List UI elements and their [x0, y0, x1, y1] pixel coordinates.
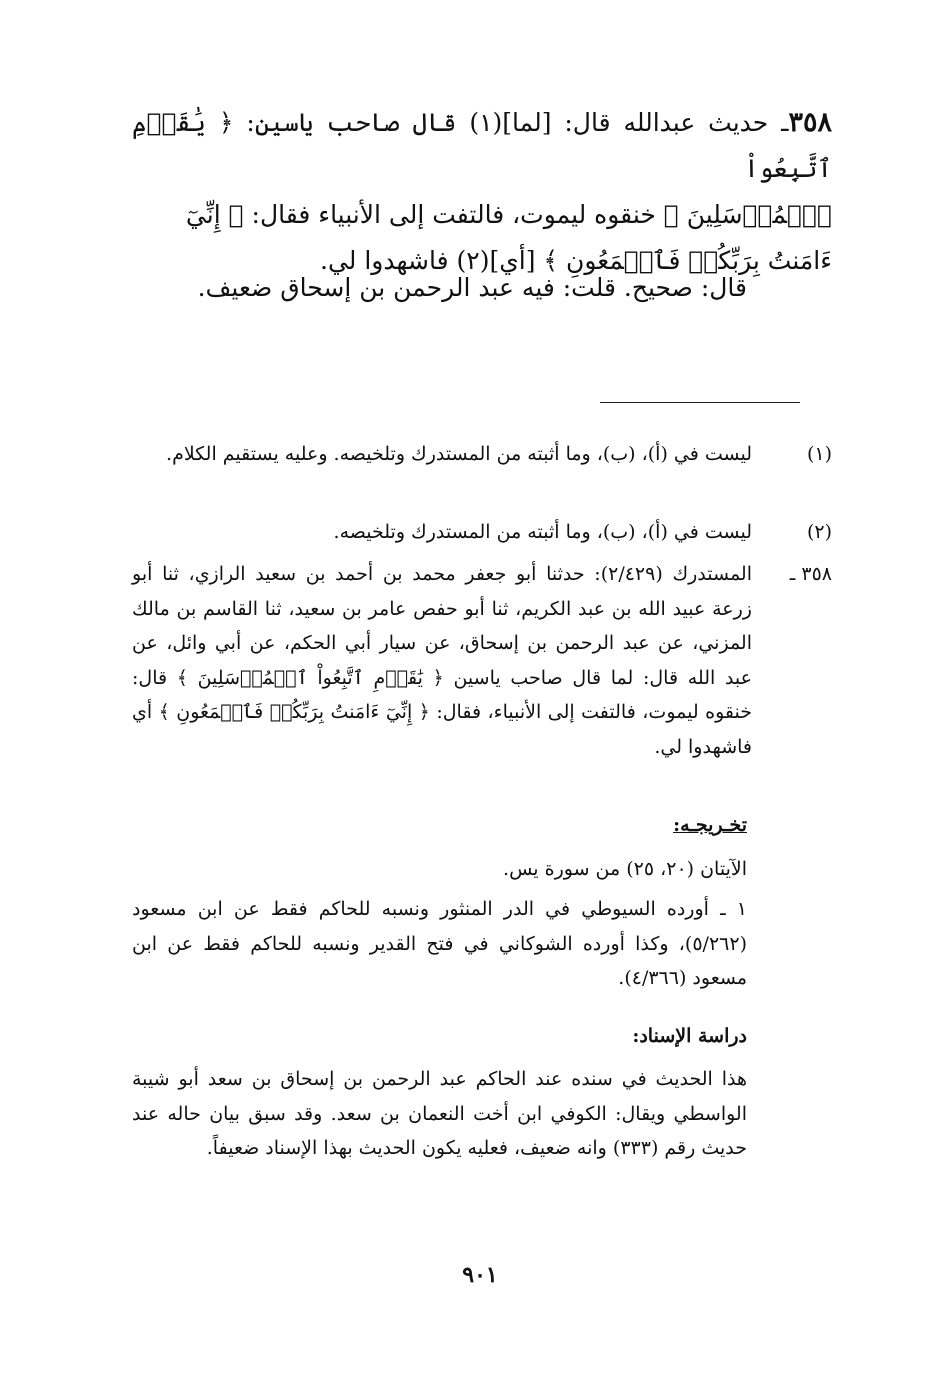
takhrij-verses: الآيتان (٢٠، ٢٥) من سورة يس. [503, 858, 747, 880]
footnote-1-text: ليست في (أ)، (ب)، وما أثبته من المستدرك وتلخيصه. وعليه يستقيم الكلام. [166, 443, 752, 465]
footnote-divider [600, 402, 800, 403]
page-number: ٩٠١ [462, 1262, 498, 1288]
takhrij-source: ١ ـ أورده السيوطي في الدر المنثور ونسبه للحاكم فقط عن ابن مسعود (٥/٢٦٢)، وكذا أورده الشوكاني في فتح القدير ونسبه للحاكم فقط عن ابن مسعود (٤/٣٦٦). [132, 898, 747, 989]
commentary-text: المستدرك (٢/٤٢٩): حدثنا أبو جعفر محمد بن أحمد بن سعيد الرازي، ثنا أبو زرعة عبيد الله بن عبد الكريم، ثنا أبو حفص عامر بن سعيد، ثنا القاسم بن مالك المزني، عن عبد الرحمن بن إسحاق، عن سيار أبي الحكم، عن أبي وائل، عن عبد الله قال: لما قال صاحب ياسين ﴿ يَٰقَوۡمِ ٱتَّبِعُواْ ٱلۡمُرۡسَلِينَ ﴾ قال: خنقوه ليموت، فالتفت إلى الأنبياء، فقال: ﴿ إِنِّيٓ ءَامَنتُ بِرَبِّكُمۡ فَٱسۡمَعُونِ ﴾ أي فاشهدوا لي. [132, 563, 752, 758]
hadith-verdict: قال: صحيح. قلت: فيه عبد الرحمن بن إسحاق ضعيف. [197, 273, 747, 302]
takhrij-heading: تخـريجـه: [673, 814, 747, 836]
footnote-1-number: (١) [806, 443, 832, 465]
hadith-line-2: ٱلۡمُرۡسَلِينَ ﴾ خنقوه ليموت، فالتفت إلى الأنبياء فقال: ﴿ إِنِّيٓ [185, 200, 832, 229]
isnad-text: هذا الحديث في سنده عند الحاكم عبد الرحمن بن إسحاق بن سعد أبو شيبة الواسطي ويقال: الكوفي ابن أخت النعمان بن سعد. وقد سبق بيان حاله عند حديث رقم (٣٣٣) وانه ضعيف، فعليه يكون الحديث بهذا الإسناد ضعيفاً. [132, 1068, 747, 1159]
hadith-number: ٣٥٨ [788, 107, 833, 138]
hadith-line-3: ءَامَنتُ بِرَبِّكُمۡ فَٱسۡمَعُونِ ﴾ [أي](٢) فاشهدوا لي. [320, 246, 832, 275]
footnote-2 [132, 515, 832, 549]
commentary-number: ٣٥٨ ـ [789, 563, 832, 585]
footnote-1 [132, 437, 832, 471]
hadith-text [132, 100, 832, 284]
footnote-2-number: (٢) [806, 521, 832, 543]
commentary-block [132, 557, 832, 764]
footnote-2-text: ليست في (أ)، (ب)، وما أثبته من المستدرك وتلخيصه. [333, 521, 752, 543]
isnad-heading: دراسة الإسناد: [632, 1025, 747, 1047]
hadith-line-1: ٣٥٨ـ حديث عبدالله قال: [لما](١) قال صاحب ياسين: ﴿ يَٰقَوۡمِ ٱتَّبِعُواْ [132, 107, 833, 183]
